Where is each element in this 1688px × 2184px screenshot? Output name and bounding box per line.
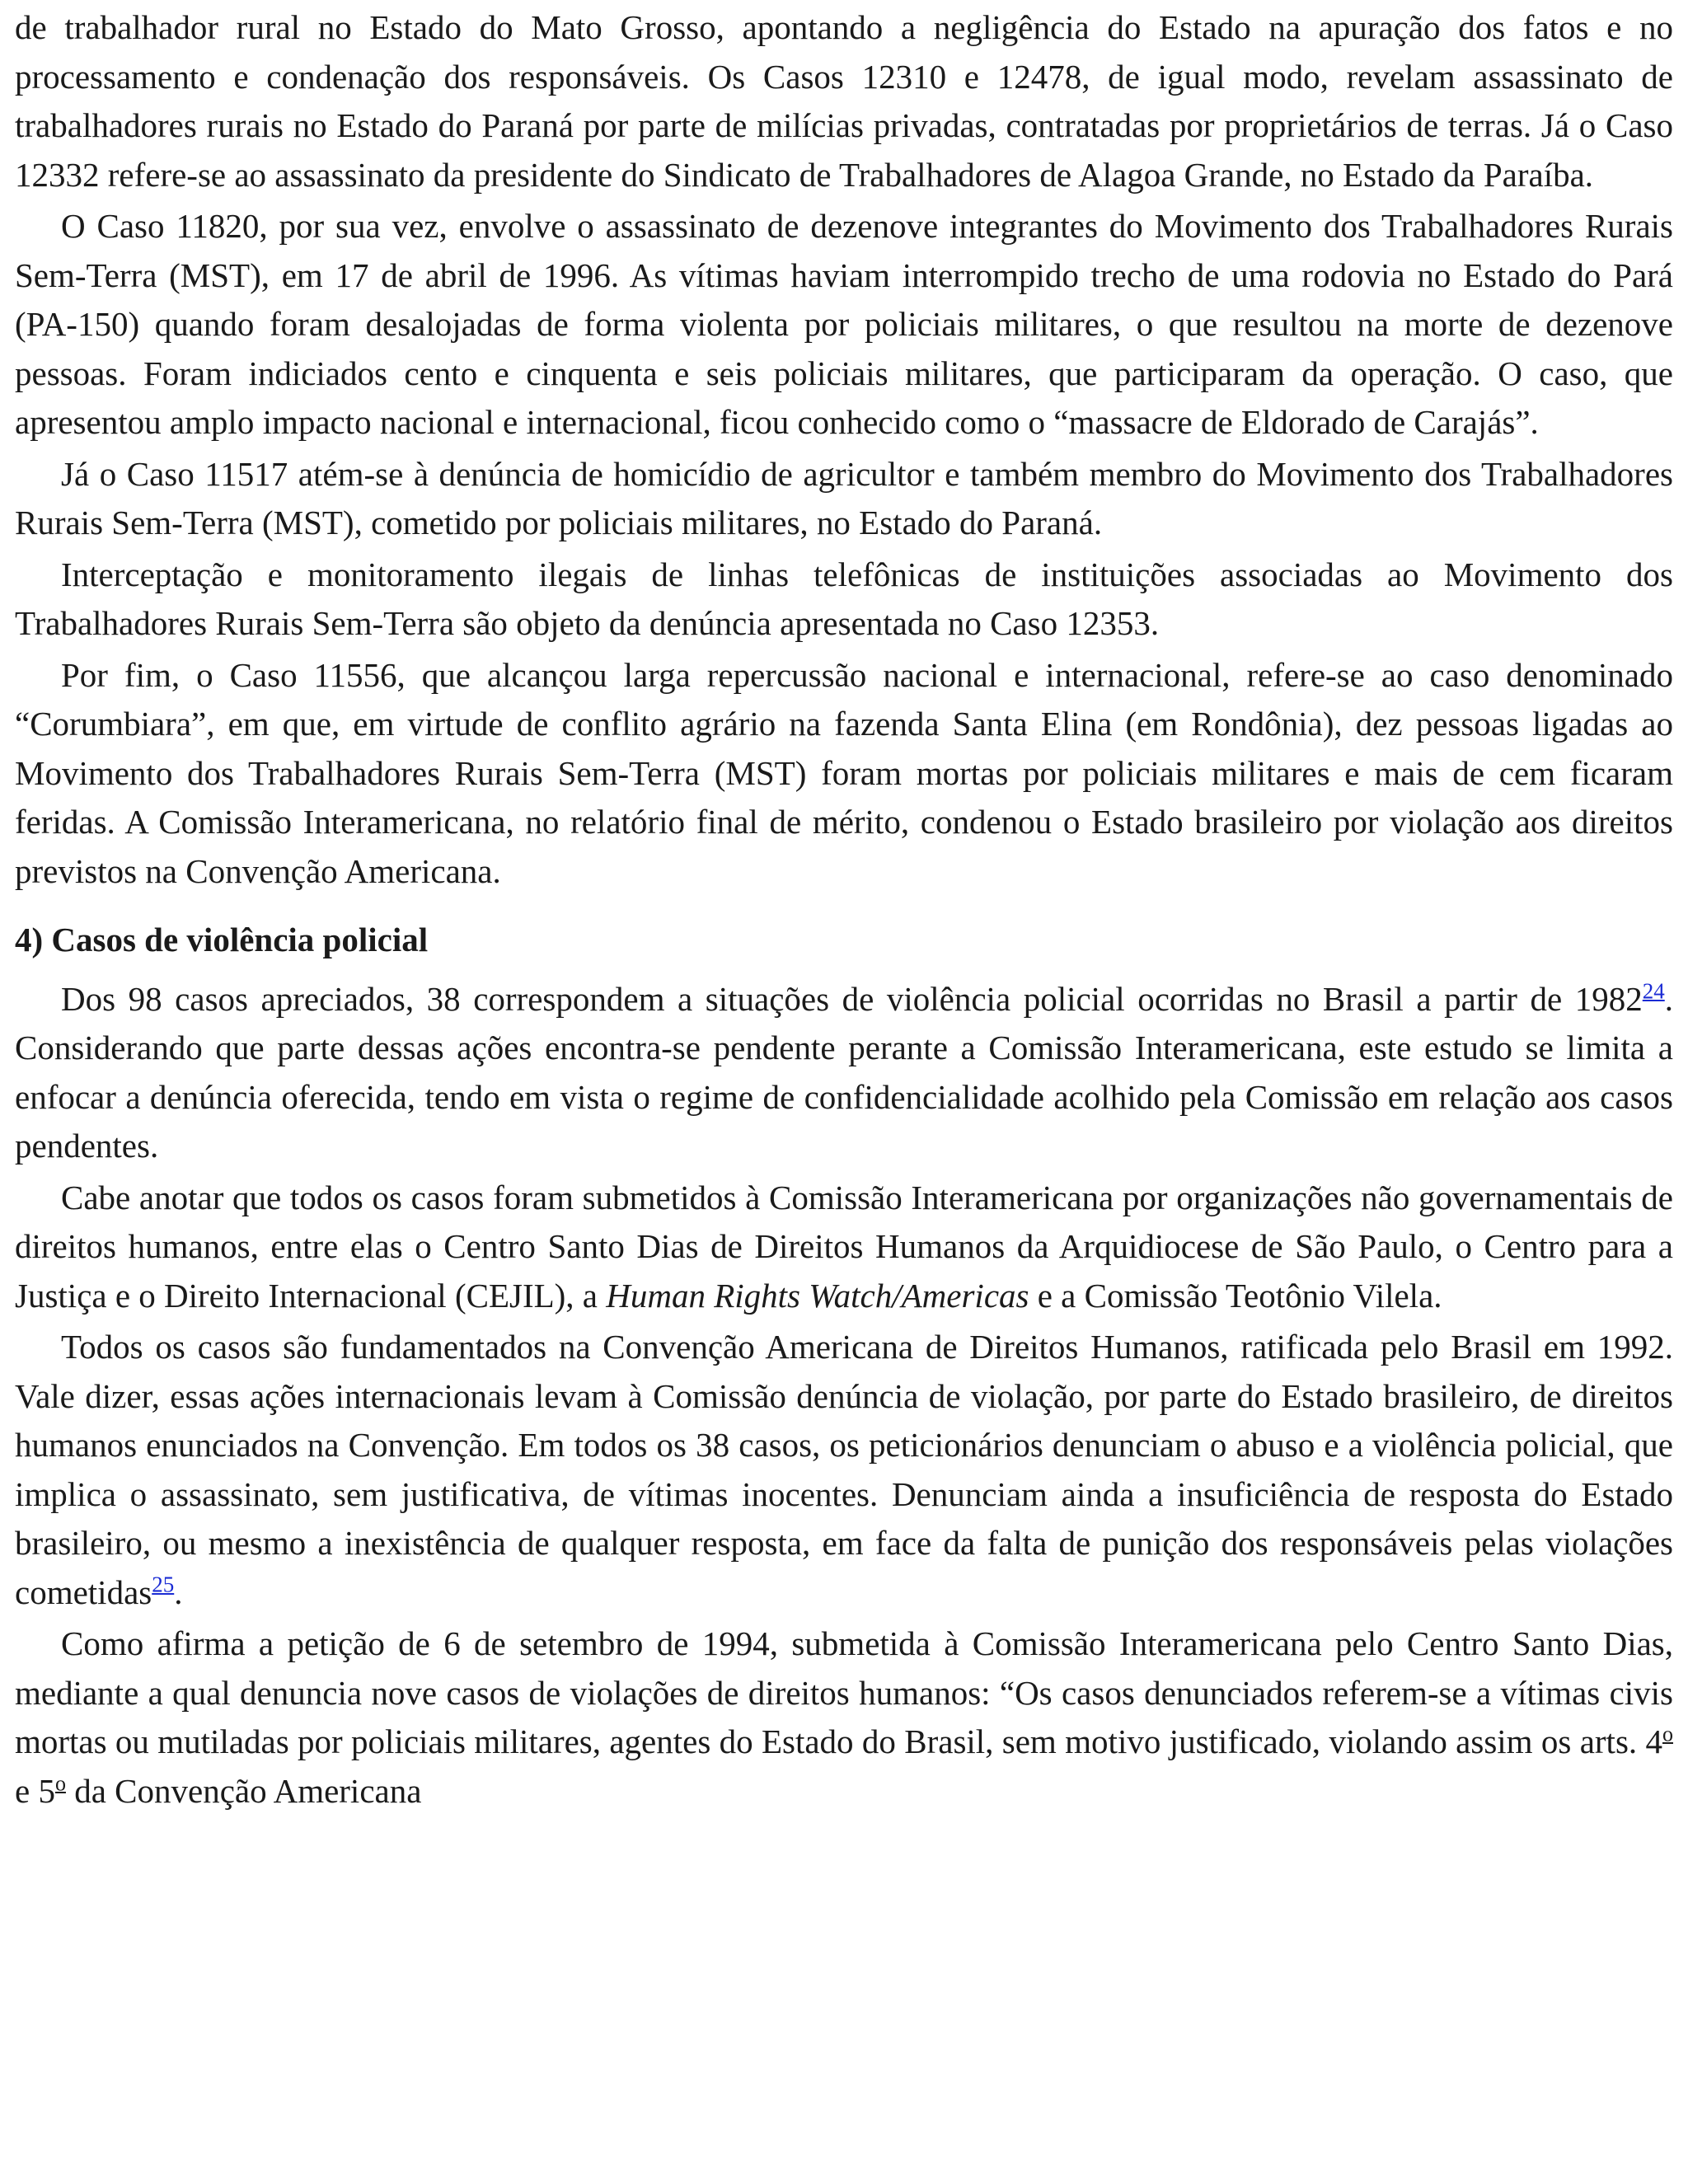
paragraph-petition-quote — [15, 1619, 1673, 1816]
paragraph-case-12353: Interceptação e monitoramento ilegais de linhas telefônicas de instituições associadas ao Movimento dos Trabalhadores Rurais Sem-Terra são objeto da denúncia apresentada no Caso 12353. — [15, 555, 1673, 642]
paragraph-ngos — [15, 1174, 1673, 1321]
paragraph-text: . — [174, 1572, 183, 1611]
paragraph-text: . Considerando que parte dessas ações encontra-se pendente perante a Comissão Interamericana, este estudo se limita a enfocar a denúncia oferecida, tendo em vista o regime de confidencialidade acolhido pela Comissão em relação aos casos pendentes. — [15, 979, 1673, 1165]
paragraph-text: e a Comissão Teotônio Vilela. — [1029, 1276, 1442, 1315]
paragraph-text: Como afirma a petição de 6 de setembro de 1994, submetida à Comissão Interamericana pelo Centro Santo Dias, mediante a qual denuncia nove casos de violações de direitos humanos: “Os casos denunciados referem-se a vítimas civis mortas ou mutiladas por policiais militares, agentes do Estado do Brasil, sem motivo justificado, violando assim os arts. 4 — [15, 1624, 1673, 1760]
ordinal-indicator: o — [1662, 1722, 1673, 1746]
document-page — [15, 0, 1673, 1818]
footnote-link-24[interactable]: 24 — [1642, 977, 1665, 1003]
paragraph-american-convention — [15, 1323, 1673, 1617]
paragraph-text: e 5 — [15, 1771, 55, 1810]
paragraph-case-11517: Já o Caso 11517 atém-se à denúncia de homicídio de agricultor e também membro do Movimento dos Trabalhadores Rurais Sem-Terra (MST), cometido por policiais militares, no Estado do Paraná. — [15, 454, 1673, 541]
ordinal-indicator: o — [54, 1770, 66, 1795]
paragraph-case-11556: Por fim, o Caso 11556, que alcançou larga repercussão nacional e internacional, refere-se ao caso denominado “Corumbiara”, em que, em virtude de conflito agrário na fazenda Santa Elina (em Rondônia), dez pessoas ligadas ao Movimento dos Trabalhadores Rurais Sem-Terra (MST) foram mortas por policiais militares e mais de cem ficaram feridas. A Comissão Interamericana, no relatório final de mérito, condenou o Estado brasileiro por violação aos direitos previstos na Convenção Americana. — [15, 655, 1673, 890]
section-heading: 4) Casos de violência policial — [15, 921, 429, 958]
paragraph-text: da Convenção Americana — [65, 1771, 422, 1810]
paragraph-text: Cabe anotar que todos os casos foram submetidos à Comissão Interamericana por organizações não governamentais de direitos humanos, entre elas o Centro Santo Dias de Direitos Humanos da Arquidiocese de São Paulo, o Centro para a Justiça e o Direito Internacional (CEJIL), a — [15, 1178, 1673, 1315]
organization-name-italic: Human Rights Watch/Americas — [606, 1276, 1029, 1315]
footnote-link-25[interactable]: 25 — [152, 1571, 175, 1596]
paragraph-case-11820: O Caso 11820, por sua vez, envolve o assassinato de dezenove integrantes do Movimento dos Trabalhadores Rurais Sem-Terra (MST), em 17 de abril de 1996. As vítimas haviam interrompido trecho de uma rodovia no Estado do Pará (PA-150) quando foram desalojadas de forma violenta por policiais militares, o que resultou na morte de dezenove pessoas. Foram indiciados cento e cinquenta e seis policiais militares, que participaram da operação. O caso, que apresentou amplo impacto nacional e internacional, ficou conhecido como o “massacre de Eldorado de Carajás”. — [15, 207, 1673, 441]
paragraph-text: Dos 98 casos apreciados, 38 correspondem a situações de violência policial ocorridas no Brasil a partir de 1982 — [61, 979, 1643, 1018]
paragraph-rural-workers-cases: de trabalhador rural no Estado do Mato Grosso, apontando a negligência do Estado na apuração dos fatos e no processamento e condenação dos responsáveis. Os Casos 12310 e 12478, de igual modo, revelam assassinato de trabalhadores rurais no Estado do Paraná por parte de milícias privadas, contratadas por proprietários de terras. Já o Caso 12332 refere-se ao assassinato da presidente do Sindicato de Trabalhadores de Alagoa Grande, no Estado da Paraíba. — [15, 8, 1673, 194]
paragraph-98-cases — [15, 975, 1673, 1171]
paragraph-text: Todos os casos são fundamentados na Convenção Americana de Direitos Humanos, ratificada pelo Brasil em 1992. Vale dizer, essas ações internacionais levam à Comissão denúncia de violação, por parte do Estado brasileiro, de direitos humanos enunciados na Convenção. Em todos os 38 casos, os peticionários denunciam o abuso e a violência policial, que implica o assassinato, sem justificativa, de vítimas inocentes. Denunciam ainda a insuficiência de resposta do Estado brasileiro, ou mesmo a inexistência de qualquer resposta, em face da falta de punição dos responsáveis pelas violações cometidas — [15, 1328, 1673, 1611]
